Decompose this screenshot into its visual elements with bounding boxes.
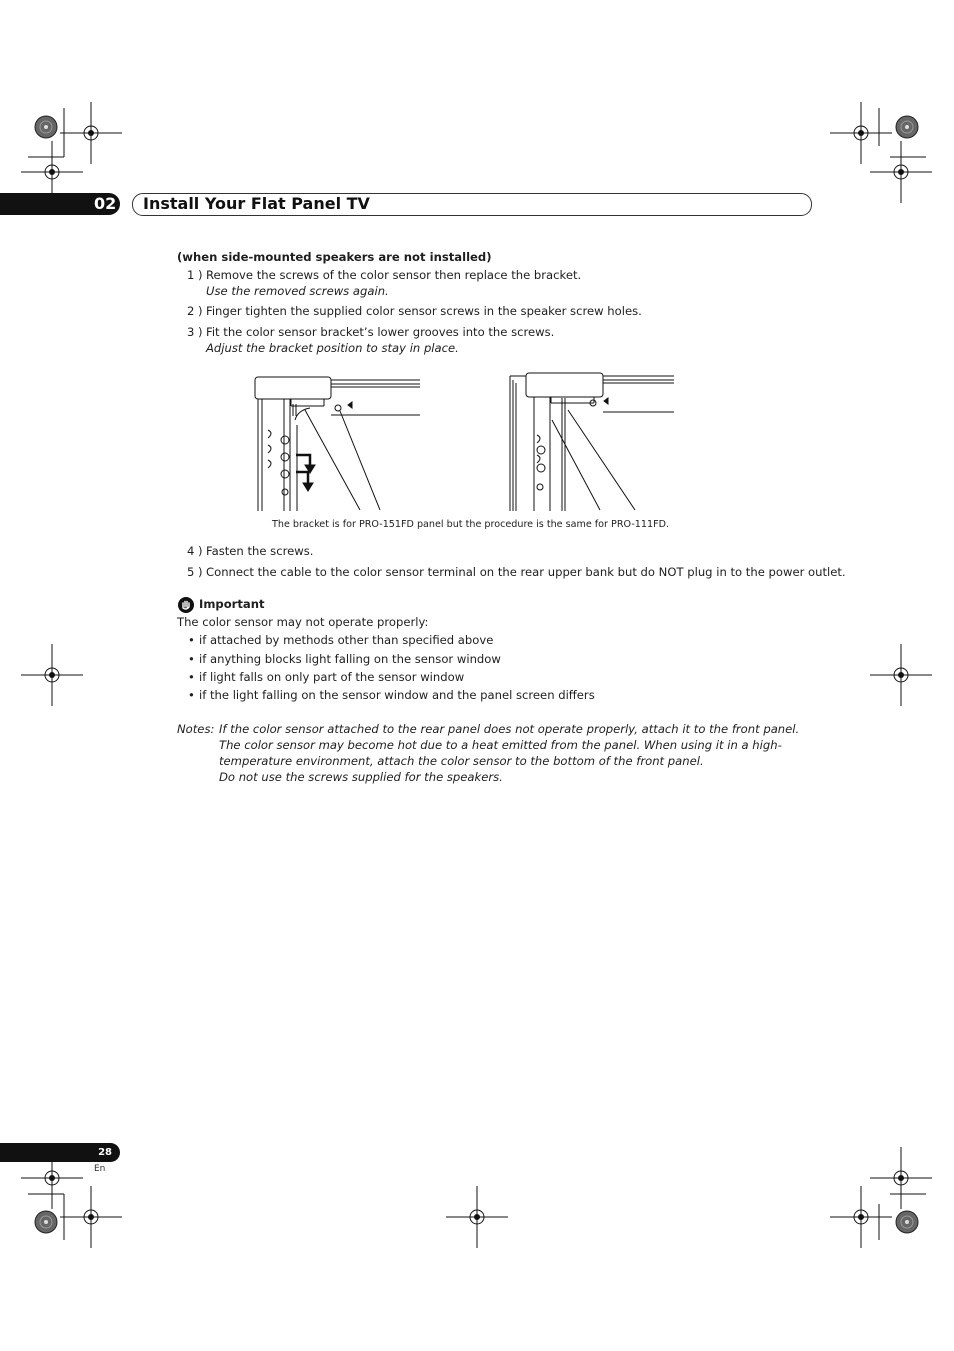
list-item: if the light falling on the sensor window and the panel screen differs — [199, 688, 595, 702]
note-line: The color sensor may become hot due to a heat emitted from the panel. When using it in a high- — [219, 738, 782, 752]
important-intro: The color sensor may not operate properly: — [177, 615, 429, 629]
step-text: Connect the cable to the color sensor terminal on the rear upper bank but do NOT plug in to the power outlet. — [206, 565, 846, 579]
note-line: temperature environment, attach the color sensor to the bottom of the front panel. — [219, 754, 704, 768]
note-line: If the color sensor attached to the rear panel does not operate properly, attach it to the front panel. — [219, 722, 800, 736]
figure-caption: The bracket is for PRO-151FD panel but the procedure is the same for PRO-111FD. — [272, 519, 670, 530]
step-number: 4 ) — [187, 544, 203, 558]
list-item: if attached by methods other than specified above — [199, 633, 494, 647]
step-text: Remove the screws of the color sensor then replace the bracket. — [206, 268, 582, 282]
step-number: 1 ) — [187, 268, 203, 282]
step-number: 5 ) — [187, 565, 203, 579]
step-text: Finger tighten the supplied color sensor screws in the speaker screw holes. — [206, 304, 642, 318]
note-line: Do not use the screws supplied for the speakers. — [219, 770, 503, 784]
bullet: • — [188, 670, 195, 684]
hand-icon — [178, 597, 194, 613]
notes-label: Notes: — [177, 722, 215, 736]
step-note: Adjust the bracket position to stay in place. — [206, 341, 459, 355]
section-heading: (when side-mounted speakers are not installed) — [177, 250, 492, 264]
page-title: Install Your Flat Panel TV — [143, 194, 370, 213]
step-text: Fasten the screws. — [206, 544, 314, 558]
page-language: En — [94, 1164, 106, 1174]
step-note: Use the removed screws again. — [206, 284, 389, 298]
step-number: 3 ) — [187, 325, 203, 339]
bracket-illustration — [250, 370, 680, 515]
step-number: 2 ) — [187, 304, 203, 318]
step-text: Fit the color sensor bracket’s lower grooves into the screws. — [206, 325, 555, 339]
page-number: 28 — [98, 1147, 112, 1158]
bullet: • — [188, 652, 195, 666]
list-item: if anything blocks light falling on the sensor window — [199, 652, 501, 666]
chapter-number: 02 — [94, 194, 117, 213]
list-item: if light falls on only part of the sensor window — [199, 670, 465, 684]
bullet: • — [188, 688, 195, 702]
important-label: Important — [199, 597, 265, 611]
bullet: • — [188, 633, 195, 647]
